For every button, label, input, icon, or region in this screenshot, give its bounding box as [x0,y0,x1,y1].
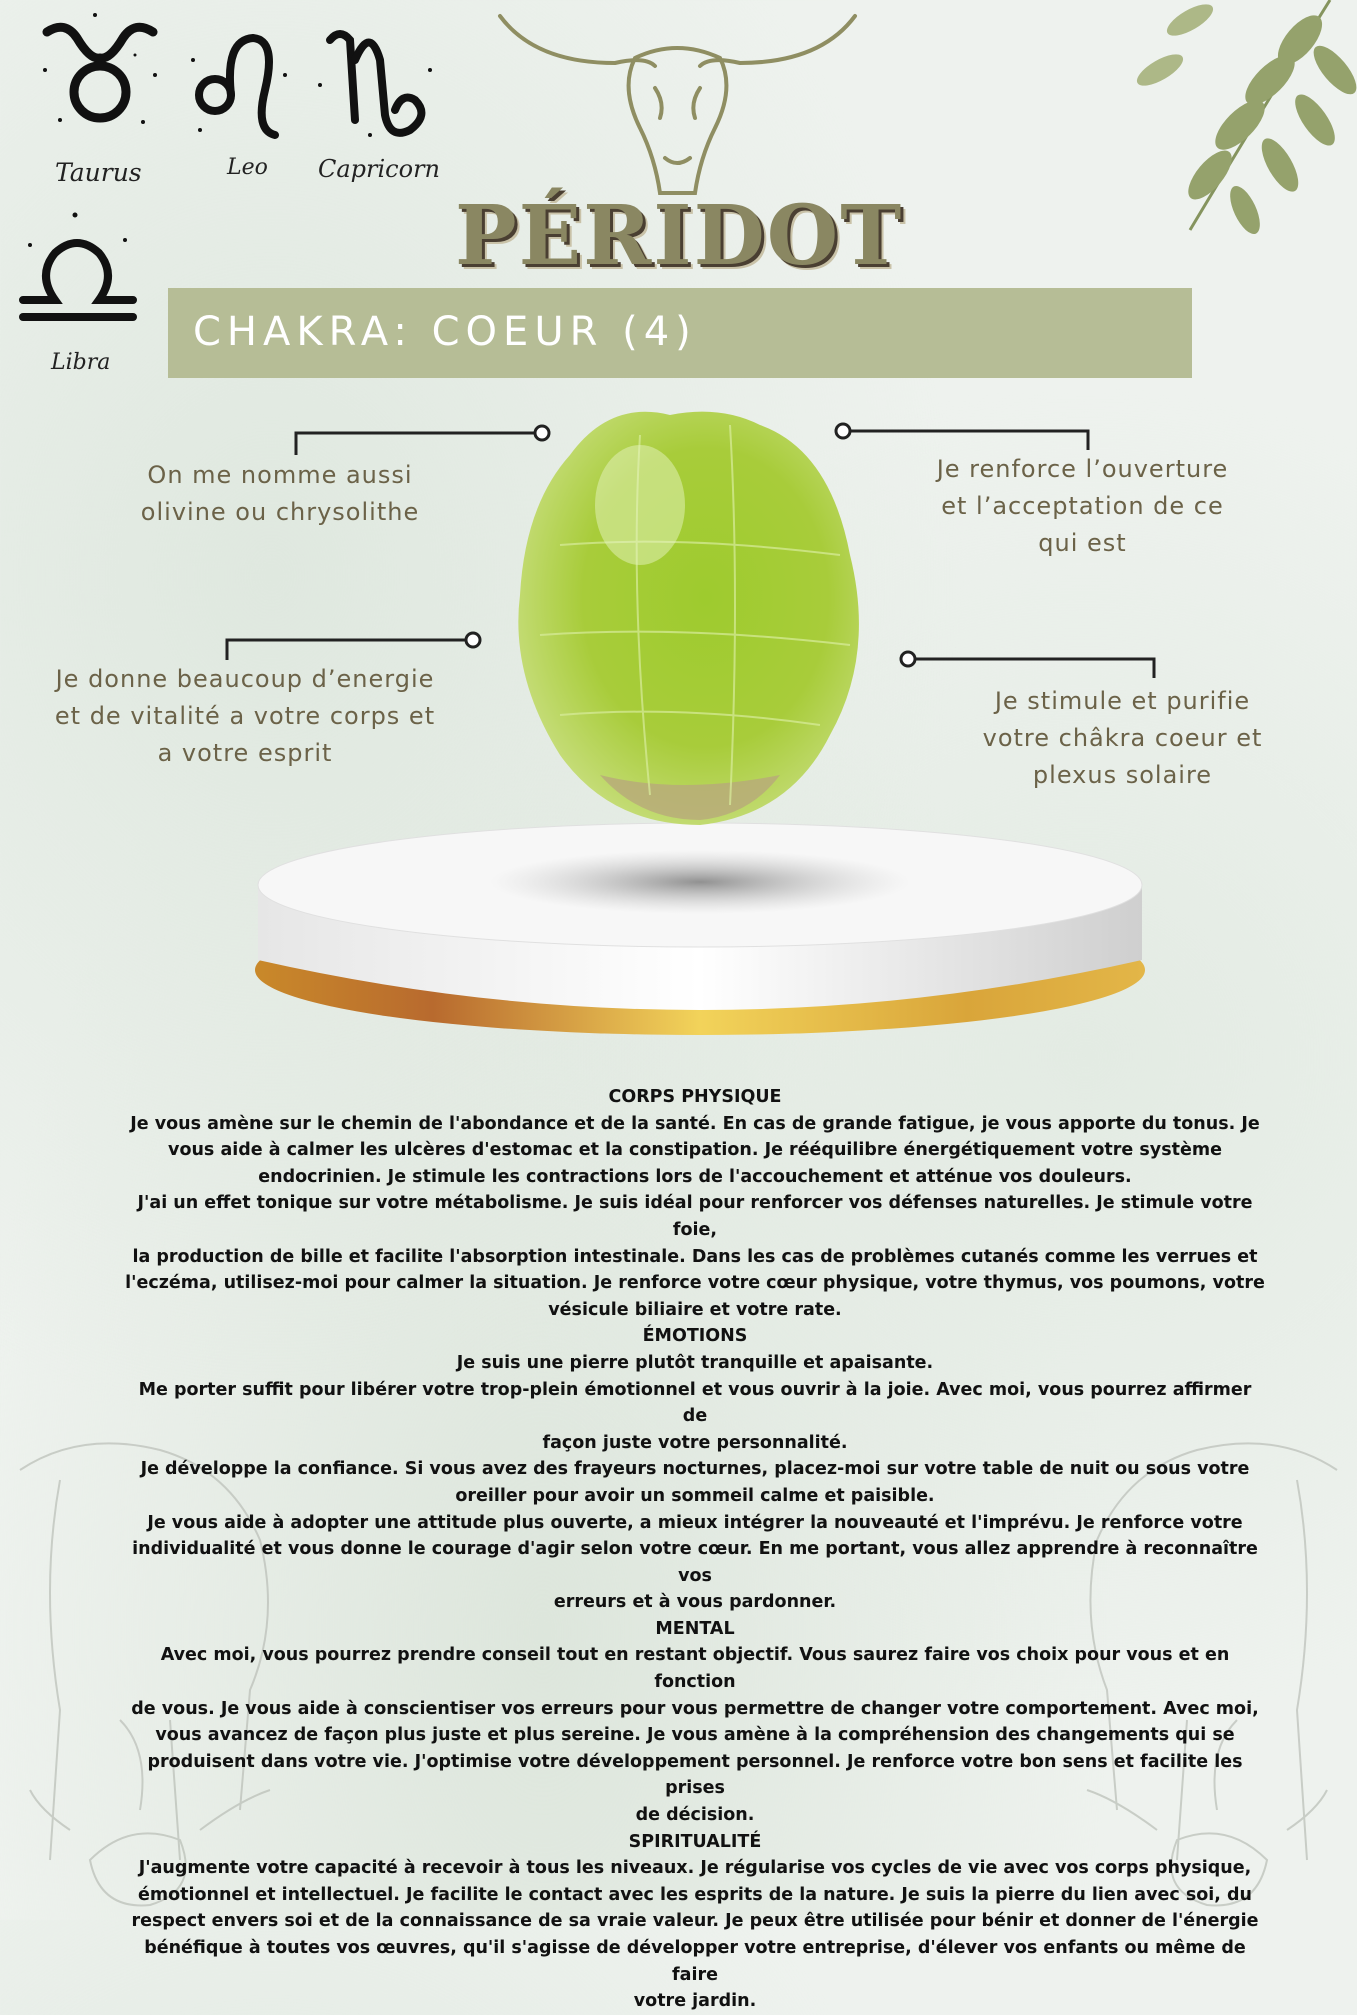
text-line: de décision. [635,1805,755,1826]
text-line: Je suis une pierre plutôt tranquille et apaisante. [456,1352,934,1373]
text-line: façon juste votre personnalité. [542,1432,848,1453]
text-line: J'augmente votre capacité à recevoir à tous les niveaux. Je régularise vos cycles de vie avec vos corps physique, [138,1858,1252,1879]
text-line: Je vous aide à adopter une attitude plus ouverte, a mieux intégrer la nouveauté et l'imprévu. Je renforce votre [147,1512,1243,1533]
callout-top-left [120,457,440,531]
text-line: J'ai un effet tonique sur votre métabolisme. Je suis idéal pour renforcer vos défenses naturelles. Je stimule votre foie, [137,1193,1253,1240]
text-line: vous avancez de façon plus juste et plus sereine. Je vous amène à la compréhension des changements qui se [155,1725,1235,1746]
text-line: émotionnel et intellectuel. Je facilite le contact avec les esprits de la nature. Je suis la pierre du lien avec soi, du [137,1884,1253,1905]
text-line: de vous. Je vous aide à conscientiser vos erreurs pour vous permettre de changer votre comportement. Avec moi, [131,1698,1259,1719]
callout-line: a votre esprit [157,739,333,767]
text-line: endocrinien. Je stimule les contractions lors de l'accouchement et atténue vos douleurs. [258,1166,1132,1187]
text-line: l'eczéma, utilisez-moi pour calmer la situation. Je renforce votre cœur physique, votre thymus, vos poumons, votre [125,1273,1265,1294]
section-heading-physique: CORPS PHYSIQUE [608,1087,782,1107]
callout-line: et l’acceptation de ce [941,492,1224,520]
text-line: Avec moi, vous pourrez prendre conseil tout en restant objectif. Vous saurez faire vos choix pour vous et en fonction [160,1645,1230,1693]
capricorn-label: Capricorn [318,155,441,183]
callout-line: qui est [1038,529,1127,557]
pedestal-illustration [250,820,1150,1060]
callout-line: olivine ou chrysolithe [140,498,420,526]
text-line: votre jardin. [633,1991,757,2012]
page-title: PÉRIDOT [455,188,904,284]
callout-mid-left [35,661,455,772]
callout-top-right [915,451,1250,562]
leo-label: Leo [227,155,268,180]
text-line: erreurs et à vous pardonner. [553,1592,837,1613]
text-line: produisent dans votre vie. J'optimise votre développement personnel. Je renforce votre bon sens et facilite les prises [147,1751,1243,1799]
taurus-label: Taurus [55,158,142,187]
section-heading-mental: MENTAL [655,1618,735,1639]
connector-mid-left [227,640,466,660]
libra-label: Libra [51,350,111,375]
text-line: Je développe la confiance. Si vous avez des frayeurs nocturnes, placez-moi sur votre table de nuit ou sous votre [140,1459,1250,1480]
text-line: respect envers soi et de la connaissance de sa vraie valeur. Je peux être utilisée pour bénir et donner de l'énergie [131,1911,1259,1932]
callout-line: Je donne beaucoup d’energie [55,665,435,693]
peridot-crystal-illustration [500,395,890,835]
text-line: bénéfique à toutes vos œuvres, qu'il s'agisse de développer votre entreprise, d'élever vos enfants ou même de faire [144,1938,1246,1985]
section-heading-emotions: ÉMOTIONS [642,1326,748,1347]
text-line: la production de bille et facilite l'absorption intestinale. Dans les cas de problèmes cutanés comme les verrues et [132,1246,1258,1267]
text-line: Je vous amène sur le chemin de l'abondance et de la santé. En cas de grande fatigue, je vous apporte du tonus. Je [130,1113,1260,1134]
callout-mid-right [960,683,1285,794]
callout-line: et de vitalité a votre corps et [54,702,436,730]
connector-mid-right [915,659,1154,678]
chakra-label: CHAKRA: COEUR (4) [193,309,697,355]
section-heading-spiritualite: SPIRITUALITÉ [628,1831,762,1852]
text-line: Me porter suffit pour libérer votre trop-plein émotionnel et vous ouvrir à la joie. Avec moi, vous pourrez affirmer de [138,1379,1252,1427]
callout-line: Je renforce l’ouverture [936,455,1229,483]
callout-line: votre châkra coeur et [982,724,1263,752]
description-text [125,1084,1265,2015]
callout-line: plexus solaire [1032,761,1213,789]
callout-line: Je stimule et purifie [994,687,1251,715]
callout-line: On me nomme aussi [147,461,413,489]
text-line: oreiller pour avoir un sommeil calme et paisible. [455,1485,935,1506]
text-line: vésicule biliaire et votre rate. [548,1299,842,1320]
text-line: individualité et vous donne le courage d'agir selon votre cœur. En me portant, vous allez apprendre à reconnaître vos [132,1539,1258,1586]
text-line: vous aide à calmer les ulcères d'estomac et la constipation. Je rééquilibre énergétiquement votre système [168,1140,1222,1161]
